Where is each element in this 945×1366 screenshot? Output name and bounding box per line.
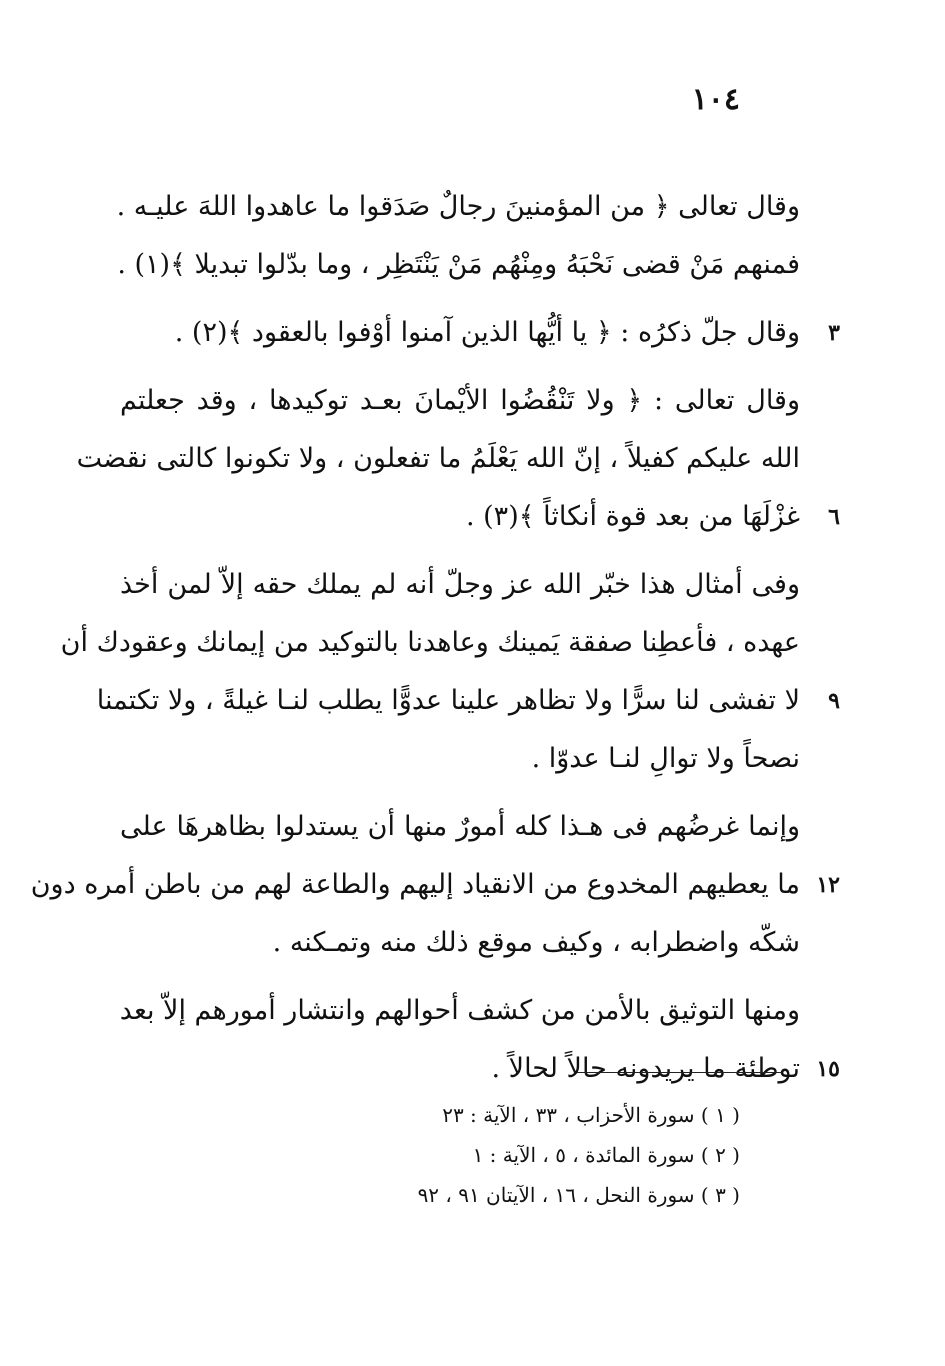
paragraph-gap bbox=[120, 294, 800, 304]
text-line bbox=[120, 982, 800, 1040]
text-line bbox=[120, 488, 840, 546]
line-text: فمنهم مَنْ قضى نَحْبَهُ ومِنْهُم مَنْ يَنْتَظِر ، وما بدّلوا تبديلا ﴾(١) . bbox=[117, 249, 800, 280]
text-line bbox=[96, 672, 840, 730]
text-line bbox=[60, 614, 800, 672]
text-line bbox=[76, 430, 800, 488]
line-text: لا تفشى لنا سرًّا ولا تظاهر علينا عدوًّا يطلب لنـا غيلةً ، ولا تكتمنا bbox=[96, 685, 800, 716]
line-text: وقال جلّ ذكرُه : ﴿ يا أيُّها الذين آمنوا أوْفوا بالعقود ﴾(٢) . bbox=[174, 317, 800, 348]
line-text: وإنما غرضُهم فى هـذا كله أمورٌ منها أن يستدلوا بظاهرهَا على bbox=[120, 811, 800, 842]
line-number: ٩ bbox=[828, 688, 840, 714]
line-text: شكّه واضطرابه ، وكيف موقع ذلك منه وتمـكنه . bbox=[272, 927, 800, 958]
line-number: ٣ bbox=[828, 320, 840, 346]
line-text: الله عليكم كفيلاً ، إنّ الله يَعْلَمُ ما تفعلون ، ولا تكونوا كالتى نقضت bbox=[76, 443, 800, 474]
footnote-separator bbox=[577, 1072, 782, 1073]
text-line bbox=[120, 372, 800, 430]
paragraph-gap bbox=[120, 972, 800, 982]
paragraph-gap bbox=[120, 362, 800, 372]
text-line bbox=[120, 556, 800, 614]
line-text: توطئة ما يريدونه حالاً لحالاً . bbox=[491, 1053, 800, 1084]
line-text: عهده ، فأعطِنا صفقة يَمينك وعاهدنا بالتوكيد من إيمانك وعقودك أن bbox=[60, 627, 800, 658]
line-text: وقال تعالى : ﴿ ولا تَنْقُضُوا الأيْمانَ بعـد توكيدها ، وقد جعلتم bbox=[120, 385, 800, 416]
text-line bbox=[116, 178, 800, 236]
line-text: وقال تعالى ﴿ من المؤمنينَ رجالٌ صَدَقوا ما عاهدوا اللهَ عليـه . bbox=[116, 191, 800, 222]
paragraph-gap bbox=[120, 546, 800, 556]
line-text: ما يعطيهم المخدوع من الانقياد إليهم والطاعة لهم من باطن أمره دون bbox=[30, 869, 800, 900]
line-number: ١٥ bbox=[816, 1056, 840, 1082]
line-text: نصحاً ولا توالِ لنـا عدوّا . bbox=[531, 743, 800, 774]
text-line bbox=[120, 304, 840, 362]
text-line bbox=[120, 914, 800, 972]
line-number: ١٢ bbox=[816, 872, 840, 898]
line-number: ٦ bbox=[828, 504, 840, 530]
page-number: ١٠٤ bbox=[691, 82, 740, 117]
footnote: ( ١ ) سورة الأحزاب ، ٣٣ ، الآية : ٢٣ bbox=[442, 1103, 740, 1127]
text-line bbox=[120, 798, 800, 856]
text-line bbox=[30, 856, 840, 914]
text-line bbox=[120, 730, 800, 788]
footnote: ( ٣ ) سورة النحل ، ١٦ ، الآيتان ٩١ ، ٩٢ bbox=[417, 1183, 740, 1207]
footnotes bbox=[360, 1095, 740, 1215]
line-text: غزْلَهَا من بعد قوة أنكاثاً ﴾(٣) . bbox=[465, 501, 800, 532]
footnote: ( ٢ ) سورة المائدة ، ٥ ، الآية : ١ bbox=[472, 1143, 740, 1167]
text-line bbox=[117, 236, 800, 294]
text-line bbox=[120, 1040, 840, 1098]
line-text: وفى أمثال هذا خبّر الله عز وجلّ أنه لم يملك حقه إلاّ لمن أخذ bbox=[120, 569, 800, 600]
main-text bbox=[30, 178, 840, 1098]
line-text: ومنها التوثيق بالأمن من كشف أحوالهم وانتشار أمورهم إلاّ بعد bbox=[119, 995, 800, 1026]
paragraph-gap bbox=[120, 788, 800, 798]
